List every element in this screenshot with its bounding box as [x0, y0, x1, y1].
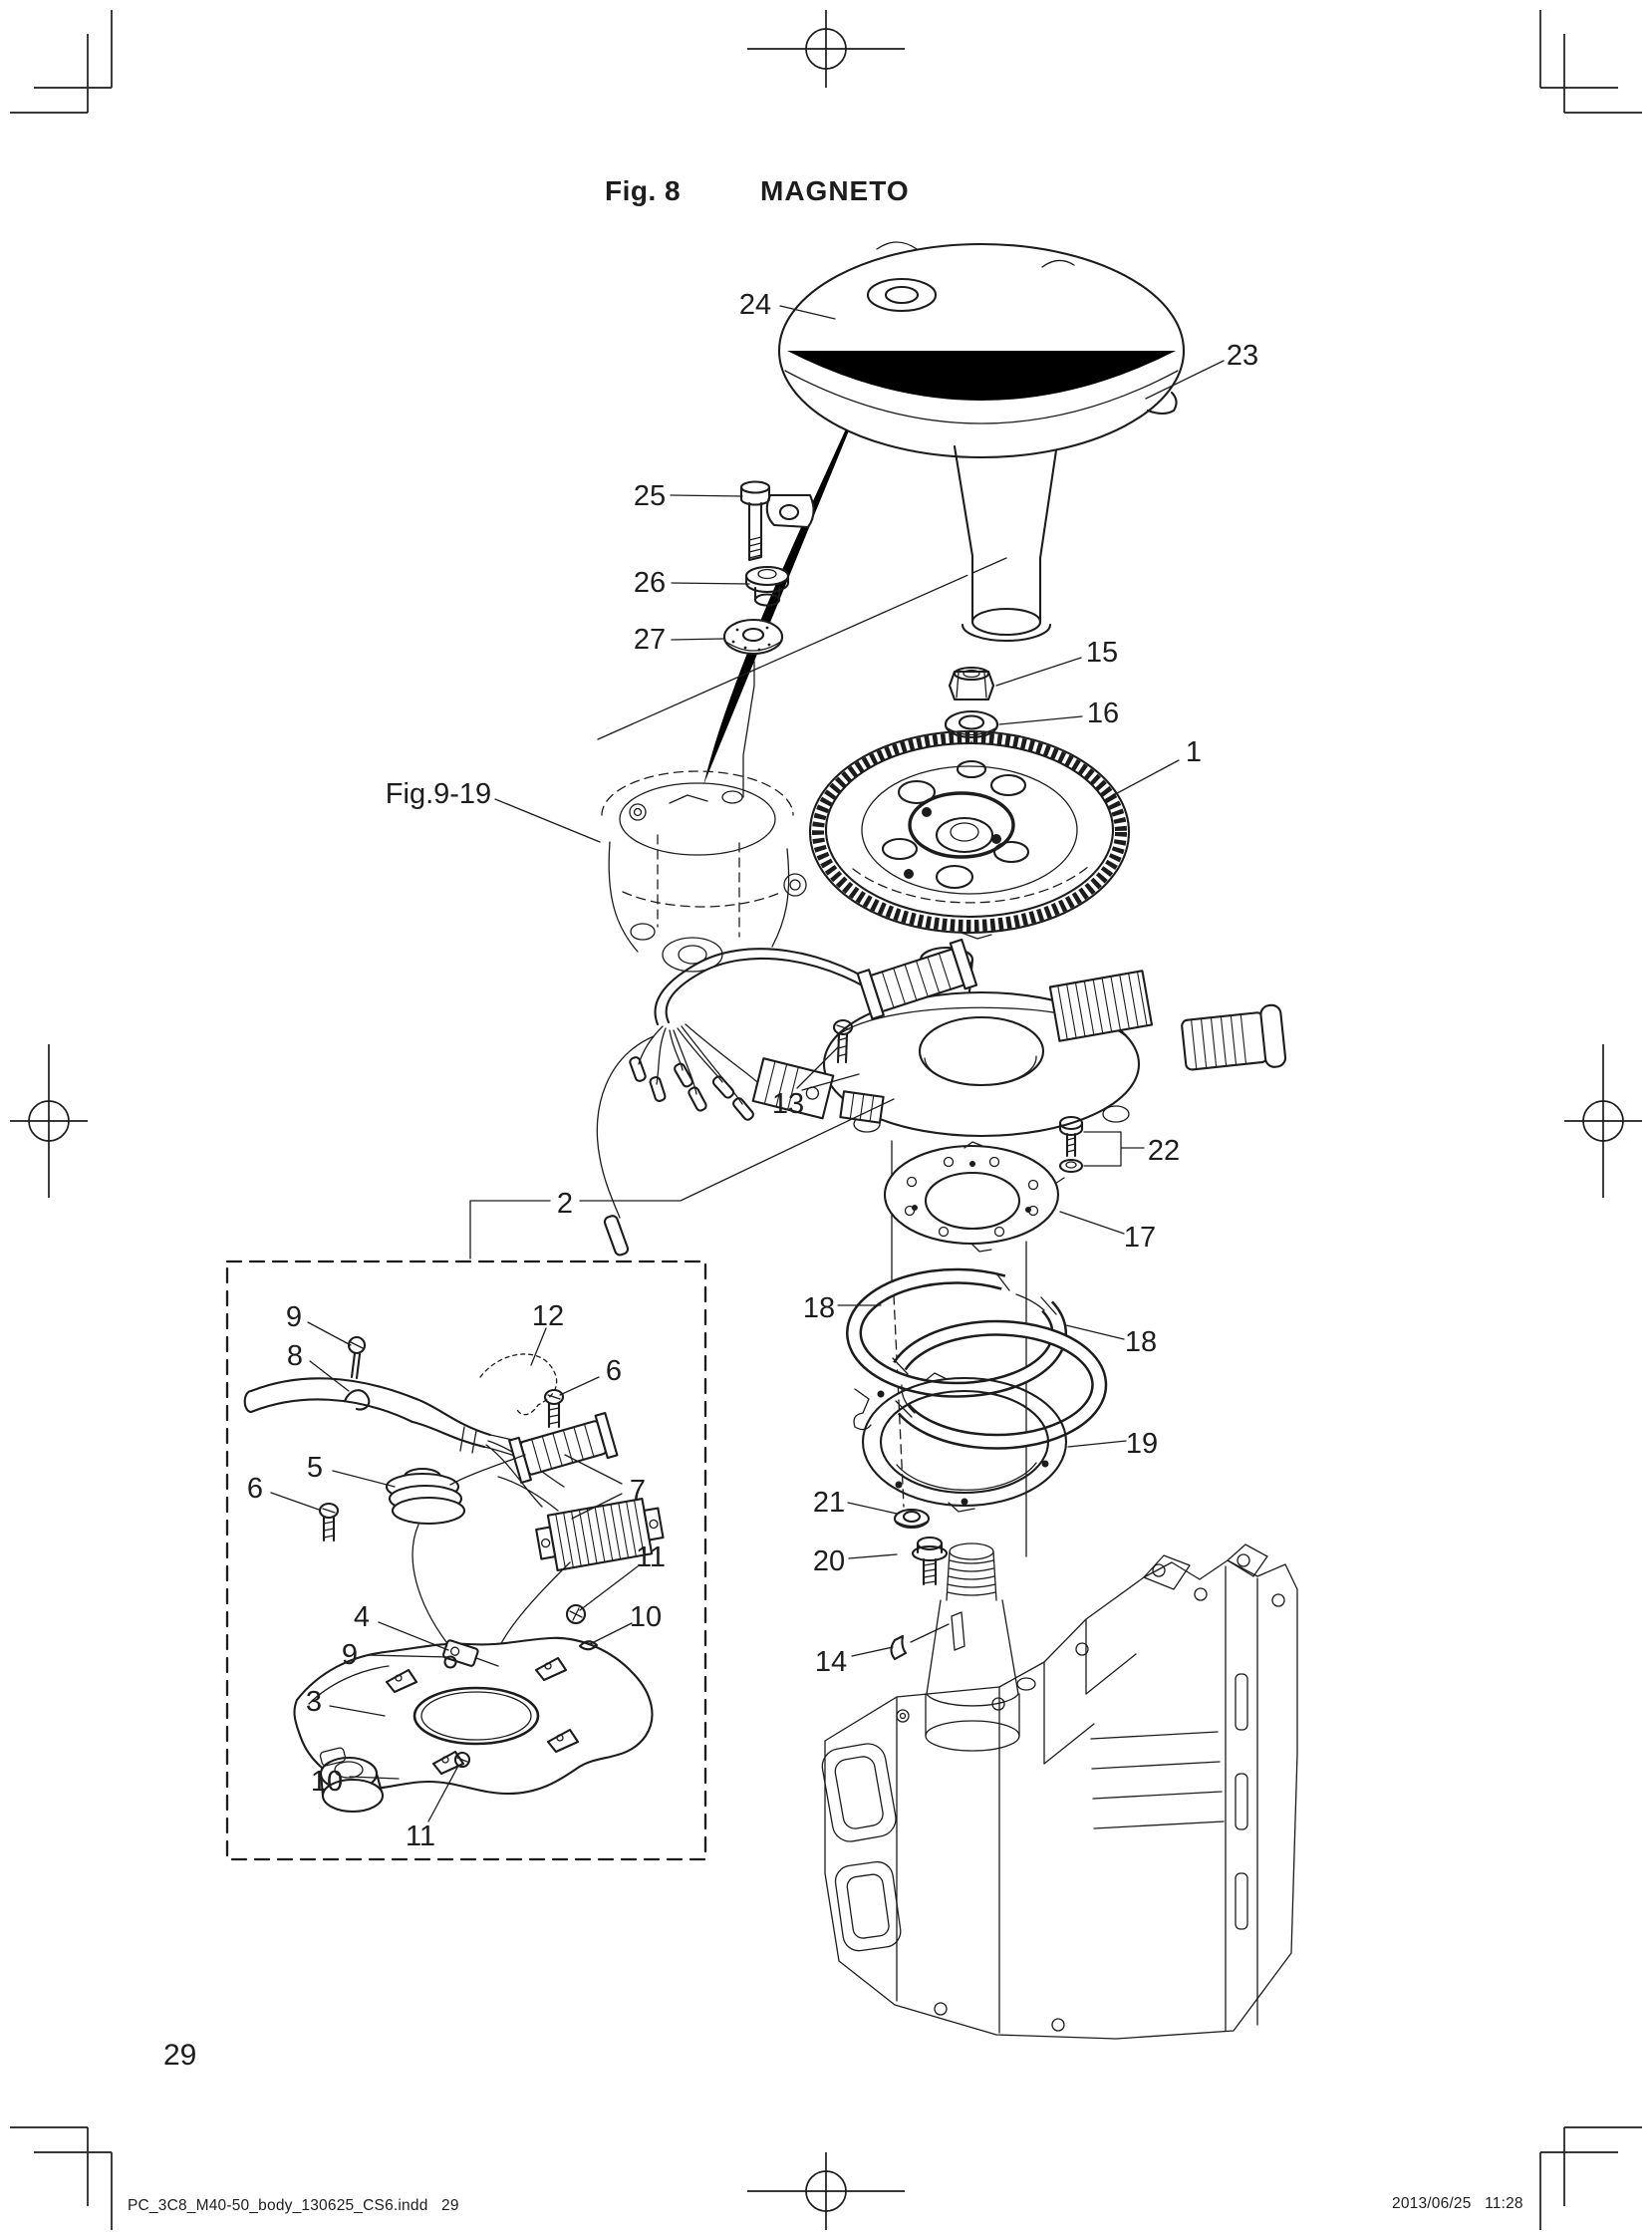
registration-mark-left	[10, 1044, 88, 1198]
woodruff-key-14-drawing	[892, 1636, 907, 1659]
part-label-p1: 1	[1185, 736, 1203, 768]
figure-title: MAGNETO	[760, 175, 910, 206]
part-label-p11b: 11	[405, 1820, 436, 1852]
flywheel-1-drawing	[810, 731, 1129, 939]
bracket-reference-drawing	[602, 771, 806, 972]
footer-filename: PC_3C8_M40-50_body_130625_CS6.indd 29	[128, 2197, 459, 2214]
nut-15-drawing	[950, 668, 993, 700]
ignition-coil-7a	[509, 1413, 617, 1483]
registration-mark-bottom	[747, 2152, 905, 2230]
part-label-p7: 7	[629, 1475, 647, 1507]
part-label-p23: 23	[1226, 340, 1259, 372]
part-label-p18a: 18	[802, 1292, 836, 1324]
part-label-p2: 2	[556, 1188, 574, 1220]
part-label-p24: 24	[738, 289, 772, 321]
detail-assembly-drawing	[245, 1337, 666, 1812]
part-label-p8: 8	[286, 1340, 304, 1372]
part-label-p16: 16	[1086, 698, 1120, 729]
part-label-p18b: 18	[1124, 1326, 1158, 1358]
part-label-p9b: 9	[341, 1639, 359, 1671]
registration-mark-top	[747, 10, 905, 88]
footer-timestamp: 2013/06/25 11:28	[1392, 2195, 1523, 2212]
part-label-p6b: 6	[246, 1473, 264, 1505]
part-label-p26: 26	[633, 567, 667, 599]
washer-27-drawing	[724, 620, 782, 654]
registration-mark-right	[1564, 1044, 1642, 1198]
bolt-25-drawing	[741, 482, 769, 561]
part-label-p20: 20	[812, 1545, 846, 1577]
part-label-p19: 19	[1125, 1428, 1159, 1460]
part-label-p25: 25	[633, 480, 667, 512]
flywheel-cover-23-drawing	[767, 242, 1184, 641]
part-label-p3: 3	[305, 1686, 323, 1718]
part-label-p5: 5	[306, 1452, 324, 1484]
part-label-p13: 13	[771, 1088, 805, 1120]
part-label-p15: 15	[1085, 637, 1119, 669]
part-label-p12: 12	[531, 1300, 565, 1332]
part-label-p21: 21	[812, 1487, 846, 1519]
part-label-p17: 17	[1123, 1222, 1157, 1254]
figure-label: Fig. 8	[605, 175, 682, 206]
page-number: 29	[163, 2039, 197, 2072]
part-label-p10a: 10	[629, 1601, 663, 1633]
part-label-p10b: 10	[310, 1766, 344, 1798]
washer-21-drawing	[895, 1510, 929, 1528]
part-label-p9a: 9	[285, 1301, 303, 1333]
part-label-p11a: 11	[635, 1541, 667, 1573]
part-label-fig-9-19-ref: Fig.9-19	[385, 778, 492, 810]
washer-plate-17-drawing	[885, 1142, 1058, 1252]
part-label-p27: 27	[633, 624, 667, 656]
crankcase-reference-drawing	[819, 1543, 1297, 2039]
part-label-p22: 22	[1147, 1135, 1181, 1167]
part-label-p6a: 6	[605, 1355, 623, 1387]
screw-6-left	[320, 1504, 338, 1540]
part-label-p4: 4	[353, 1601, 371, 1633]
bolt-20-drawing	[913, 1538, 947, 1584]
part-label-p14: 14	[814, 1646, 848, 1678]
